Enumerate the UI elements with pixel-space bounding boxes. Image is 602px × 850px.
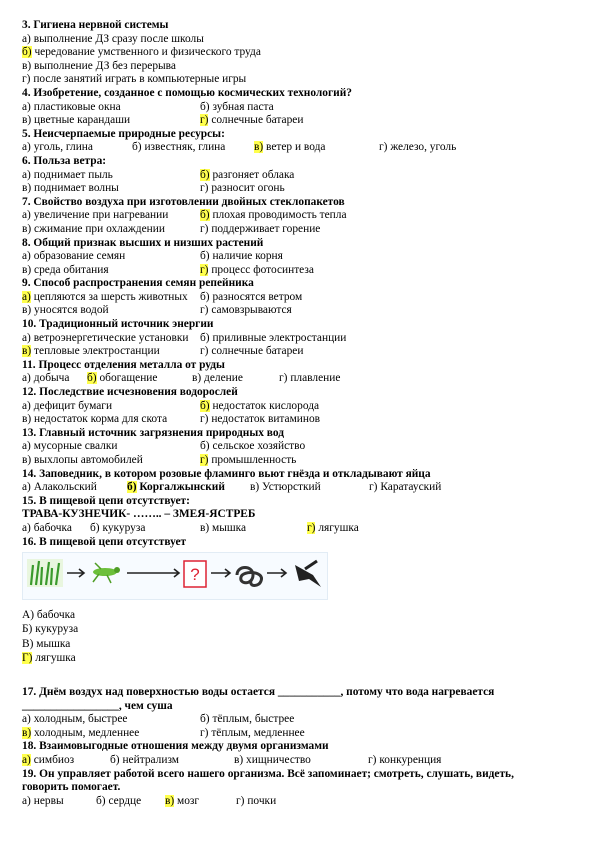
option-letter: б) (200, 209, 210, 222)
option-text: образование семян (33, 250, 126, 263)
arrow-icon (267, 569, 286, 577)
question-title: 4. Изобретение, созданное с помощью космических технологий? (22, 86, 352, 99)
option-letter: г) (279, 372, 288, 385)
option-text: кукуруза (102, 521, 146, 534)
answer-option (200, 713, 294, 727)
option-row (22, 454, 582, 468)
option-text: процесс фотосинтеза (211, 263, 314, 276)
option-text: после занятий играть в компьютерные игры (33, 73, 247, 86)
option-letter: в) (22, 59, 32, 72)
answer-option (379, 141, 456, 155)
option-letter: г) (369, 481, 378, 494)
answer-option (22, 345, 160, 359)
question-title: 14. Заповедник, в котором розовые фламинго вьют гнёзда и откладывают яйца (22, 467, 431, 480)
option-text: цепляются за шерсть животных (33, 290, 188, 303)
option-letter: в) (200, 521, 210, 534)
option-text: разгоняет облака (212, 168, 295, 181)
option-letter: а) (22, 168, 31, 181)
answer-option (22, 332, 189, 346)
answer-option (22, 169, 113, 183)
option-text: известняк, глина (144, 141, 226, 154)
answer-option (307, 522, 359, 536)
food-chain-picture (22, 552, 328, 600)
answer-option (22, 101, 121, 115)
question-title: 5. Неисчерпаемые природные ресурсы: (22, 127, 225, 140)
option-text: солнечные батареи (211, 114, 304, 127)
answer-option (279, 372, 340, 386)
option-letter: а) (22, 372, 31, 385)
answer-option (22, 141, 93, 155)
question-title: 3. Гигиена нервной системы (22, 19, 169, 31)
option-letter: а) (22, 440, 31, 453)
option-text: сердце (108, 794, 142, 807)
answer-option (22, 623, 78, 635)
option-letter: А) (22, 609, 35, 622)
option-text: холодным, быстрее (33, 713, 128, 726)
option-letter: в) (192, 372, 202, 385)
option-text: приливные электростанции (212, 331, 347, 344)
option-line (22, 73, 582, 87)
answer-option (200, 304, 292, 318)
option-letter: а) (22, 141, 31, 154)
option-letter: а) (22, 794, 31, 807)
option-letter: в) (165, 794, 175, 807)
answer-option (200, 332, 346, 346)
option-letter: б) (90, 521, 100, 534)
option-row (22, 114, 582, 128)
answer-option (200, 727, 305, 741)
answer-option (200, 291, 302, 305)
food-chain-text: ТРАВА-КУЗНЕЧИК- …….. – ЗМЕЯ-ЯСТРЕБ (22, 508, 256, 521)
option-letter: а) (22, 331, 31, 344)
option-text: обогащение (99, 372, 158, 385)
option-row (22, 713, 582, 727)
option-text: цветные карандаши (34, 114, 131, 127)
option-text: наличие корня (212, 250, 283, 263)
option-text: мышка (212, 521, 247, 534)
answer-option (22, 46, 261, 58)
option-text: нервы (33, 794, 64, 807)
option-text: увеличение при нагревании (33, 209, 169, 222)
option-text: мышка (36, 637, 71, 650)
option-text: ветер и вода (266, 141, 326, 154)
option-letter: б) (127, 481, 137, 494)
option-row (22, 522, 582, 536)
answer-option (22, 250, 125, 264)
answer-option (236, 795, 276, 809)
option-letter: в) (254, 141, 264, 154)
answer-option (200, 522, 246, 536)
option-text: бабочка (33, 521, 72, 534)
option-letter: б) (87, 372, 97, 385)
option-row (22, 795, 582, 809)
option-row (22, 223, 582, 237)
option-line (22, 622, 582, 636)
answer-option (22, 481, 97, 495)
answer-option (22, 413, 167, 427)
option-text: мусорные свалки (33, 440, 118, 453)
option-letter: а) (22, 250, 31, 263)
option-text: самовзрываются (211, 304, 292, 317)
arrow-icon (127, 569, 179, 577)
answer-option (200, 250, 283, 264)
answer-option (200, 182, 285, 196)
option-line (22, 60, 582, 74)
option-text: симбиоз (33, 753, 75, 766)
option-letter: б) (200, 100, 210, 113)
arrow-icon (211, 569, 230, 577)
option-letter: б) (200, 290, 210, 303)
answer-option (200, 413, 320, 427)
question-title: 12. Последствие исчезновения водорослей (22, 386, 238, 399)
option-text: кукуруза (35, 623, 79, 636)
option-text: недостаток кислорода (212, 399, 320, 412)
option-letter: Г) (22, 651, 33, 664)
answer-option (200, 345, 303, 359)
option-line (22, 637, 582, 651)
answer-option (22, 60, 176, 72)
option-letter: б) (22, 46, 32, 59)
question-title: говорить помогает. (22, 781, 121, 794)
option-letter: г) (200, 182, 209, 195)
question-title: _________________, чем суша (22, 699, 173, 712)
option-letter: б) (200, 331, 210, 344)
question-title: 17. Днём воздух над поверхностью воды остается ___________, потому что вода нагревается (22, 685, 495, 698)
option-row (22, 250, 582, 264)
answer-option (200, 264, 314, 278)
option-line (22, 651, 582, 665)
option-letter: г) (236, 794, 245, 807)
option-text: конкуренция (379, 753, 442, 766)
answer-option (22, 223, 165, 237)
answer-option (250, 481, 321, 495)
grasshopper-icon (93, 563, 120, 583)
answer-option (192, 372, 243, 386)
option-row (22, 754, 582, 768)
answer-option (200, 400, 319, 414)
answer-option (200, 440, 305, 454)
question-title: 15. В пищевой цепи отсутствует: (22, 494, 190, 507)
option-text: поддерживает горение (211, 222, 321, 235)
option-letter: г) (200, 304, 209, 317)
option-text: выполнение ДЗ без перерыва (34, 59, 176, 72)
option-text: выхлопы автомобилей (34, 454, 143, 466)
option-text: пластиковые окна (33, 100, 121, 113)
answer-option (200, 209, 347, 223)
option-text: разносит огонь (211, 182, 285, 195)
option-text: дефицит бумаги (33, 399, 113, 412)
option-row (22, 400, 582, 414)
option-row (22, 345, 582, 359)
option-letter: б) (110, 753, 120, 766)
answer-option (254, 141, 325, 155)
option-letter: в) (250, 481, 260, 494)
question-title: 9. Способ распространения семян репейника (22, 277, 254, 290)
option-letter: б) (200, 168, 210, 181)
answer-option (90, 522, 145, 536)
answer-option (200, 101, 274, 115)
option-line (22, 33, 582, 47)
option-row (22, 332, 582, 346)
option-text: нейтрализм (122, 753, 179, 766)
answer-option (22, 638, 70, 650)
answer-option (200, 114, 303, 128)
option-letter: а) (22, 399, 31, 412)
option-text: выполнение ДЗ сразу после школы (33, 32, 204, 45)
option-text: лягушка (318, 521, 359, 534)
question-mark: ? (190, 565, 200, 585)
option-letter: в) (22, 114, 32, 127)
option-text: плавление (290, 372, 341, 385)
answer-option (110, 754, 179, 768)
option-text: почки (247, 794, 277, 807)
answer-option (165, 795, 199, 809)
option-text: уносятся водой (34, 304, 109, 317)
option-letter: г) (200, 263, 209, 276)
question-box (184, 561, 206, 587)
option-letter: в) (22, 413, 32, 426)
option-letter: а) (22, 481, 31, 494)
answer-option (22, 652, 76, 664)
option-text: поднимает волны (34, 182, 119, 195)
question-title: 19. Он управляет работой всего нашего организма. Всё запоминает; смотреть, слушать, видеть, (22, 767, 514, 780)
answer-option (234, 754, 311, 768)
question-title: 10. Традиционный источник энергии (22, 318, 214, 331)
option-text: железо, уголь (390, 141, 457, 154)
option-text: Коргалжынский (139, 481, 225, 494)
answer-option (22, 754, 74, 768)
option-letter: б) (96, 794, 106, 807)
spacer (22, 665, 582, 686)
answer-option (22, 400, 112, 414)
answer-option (200, 169, 294, 183)
arrow-icon (67, 569, 84, 577)
grass-icon (27, 559, 63, 587)
option-letter: г) (368, 753, 377, 766)
answer-option (200, 223, 320, 237)
option-letter: в) (22, 345, 32, 358)
question-title: 8. Общий признак высших и низших растений (22, 236, 264, 249)
option-row (22, 291, 582, 305)
option-text: промышленность (211, 454, 297, 466)
option-row (22, 209, 582, 223)
option-text: недостаток корма для скота (34, 413, 168, 426)
answer-option (22, 795, 64, 809)
option-letter: г) (307, 521, 316, 534)
option-letter: г) (200, 114, 209, 127)
answer-option (369, 481, 441, 495)
answer-option (132, 141, 225, 155)
option-text: среда обитания (34, 263, 109, 276)
option-text: Каратауский (380, 481, 442, 494)
option-letter: а) (22, 32, 31, 45)
option-text: чередование умственного и физического труда (34, 46, 261, 59)
option-text: холодным, медленнее (34, 726, 140, 739)
answer-option (22, 522, 72, 536)
option-row (22, 169, 582, 183)
option-letter: г) (22, 73, 31, 86)
option-letter: г) (200, 345, 209, 358)
answer-option (22, 114, 130, 128)
option-letter: а) (22, 209, 31, 222)
answer-option (22, 713, 127, 727)
option-text: недостаток витаминов (211, 413, 321, 426)
option-text: Устюрсткий (262, 481, 321, 494)
option-row (22, 141, 582, 155)
option-letter: г) (379, 141, 388, 154)
option-row (22, 264, 582, 278)
question-title: 13. Главный источник загрязнения природных вод (22, 426, 284, 439)
option-letter: б) (200, 440, 210, 453)
option-letter: Б) (22, 623, 33, 636)
option-row (22, 372, 582, 386)
question-title: 18. Взаимовыгодные отношения между двумя организмами (22, 740, 329, 753)
option-letter: а) (22, 521, 31, 534)
option-letter: а) (22, 713, 31, 726)
answer-option (22, 440, 117, 454)
option-text: деление (204, 372, 243, 385)
option-text: лягушка (35, 651, 76, 664)
option-letter: а) (22, 100, 31, 113)
option-text: ветроэнергетические установки (33, 331, 189, 344)
option-text: поднимает пыль (33, 168, 113, 181)
option-row (22, 727, 582, 741)
worksheet (22, 19, 582, 808)
option-text: солнечные батареи (211, 345, 304, 358)
option-letter: а) (22, 290, 31, 303)
option-letter: б) (200, 399, 210, 412)
option-line (22, 608, 582, 622)
hawk-icon (295, 561, 321, 587)
option-letter: г) (200, 454, 209, 466)
answer-option (22, 454, 143, 468)
option-text: тепловые электростанции (34, 345, 160, 358)
option-letter: а) (22, 753, 31, 766)
option-text: разносятся ветром (212, 290, 303, 303)
option-line (22, 46, 582, 60)
option-letter: г) (200, 413, 209, 426)
answer-option (127, 481, 225, 495)
question-title: 6. Польза ветра: (22, 154, 107, 167)
answer-option (368, 754, 441, 768)
option-row (22, 440, 582, 454)
option-row (22, 101, 582, 115)
option-letter: б) (132, 141, 142, 154)
option-row (22, 304, 582, 318)
answer-option (96, 795, 141, 809)
option-letter: в) (22, 182, 32, 195)
answer-option (200, 454, 296, 468)
option-letter: В) (22, 637, 34, 650)
option-text: сжимание при охлаждении (34, 222, 165, 235)
option-text: добыча (33, 372, 70, 385)
option-letter: г) (200, 222, 209, 235)
option-text: зубная паста (212, 100, 274, 113)
option-text: сельское хозяйство (212, 440, 306, 453)
option-row (22, 481, 582, 495)
option-letter: в) (22, 222, 32, 235)
option-letter: в) (22, 726, 32, 739)
option-letter: в) (22, 263, 32, 276)
answer-option (22, 182, 119, 196)
option-text: мозг (177, 794, 200, 807)
question-title: 7. Свойство воздуха при изготовлении двойных стеклопакетов (22, 195, 345, 208)
option-letter: г) (200, 726, 209, 739)
answer-option (22, 264, 109, 278)
answer-option (22, 209, 168, 223)
answer-option (22, 33, 204, 45)
option-letter: б) (200, 713, 210, 726)
answer-option (22, 291, 188, 305)
option-text: хищничество (246, 753, 311, 766)
question-title: 11. Процесс отделения металла от руды (22, 358, 225, 371)
option-text: Алакольский (33, 481, 97, 494)
option-letter: в) (22, 304, 32, 317)
option-letter: б) (200, 250, 210, 263)
option-text: плохая проводимость тепла (212, 209, 347, 222)
option-row (22, 182, 582, 196)
answer-option (22, 372, 69, 386)
option-text: бабочка (36, 609, 76, 622)
answer-option (22, 73, 246, 85)
option-text: тёплым, медленнее (211, 726, 305, 739)
answer-option (22, 304, 109, 318)
option-text: уголь, глина (33, 141, 93, 154)
answer-option (22, 609, 75, 621)
question-title: 16. В пищевой цепи отсутствует (22, 535, 187, 548)
answer-option (22, 727, 139, 741)
option-letter: в) (22, 454, 32, 466)
option-letter: в) (234, 753, 244, 766)
snake-icon (237, 568, 261, 586)
option-text: тёплым, быстрее (212, 713, 295, 726)
answer-option (87, 372, 157, 386)
option-row (22, 413, 582, 427)
